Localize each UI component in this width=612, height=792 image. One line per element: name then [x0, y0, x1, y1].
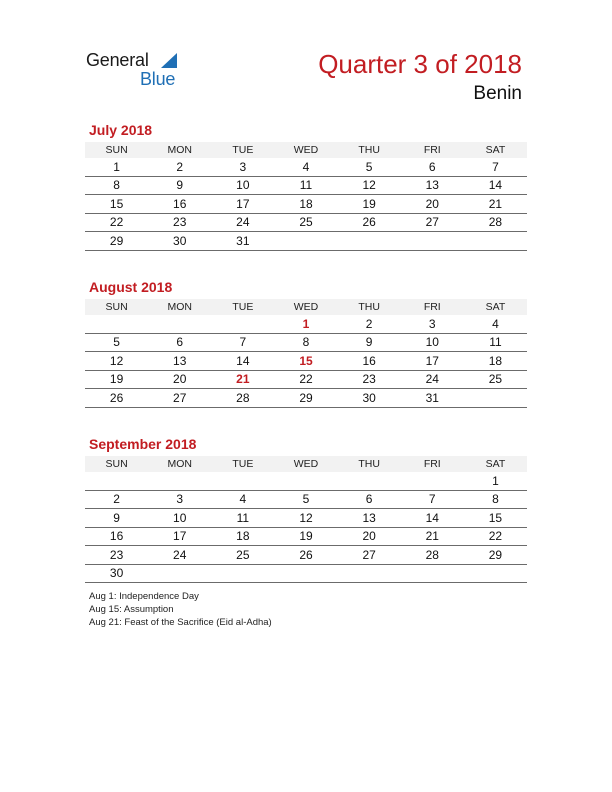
- day-cell: 12: [274, 509, 337, 528]
- day-cell: 7: [464, 158, 527, 176]
- weekday-header: FRI: [401, 142, 464, 158]
- day-cell: 11: [274, 176, 337, 195]
- day-cell: 9: [338, 333, 401, 352]
- day-cell: 18: [211, 527, 274, 546]
- page-title: Quarter 3 of 2018: [318, 49, 522, 79]
- day-cell: [464, 232, 527, 251]
- day-cell: 11: [464, 333, 527, 352]
- weekday-header: SAT: [464, 299, 527, 315]
- day-cell: 30: [338, 389, 401, 408]
- day-cell: 7: [401, 490, 464, 509]
- week-row: [85, 333, 527, 352]
- day-cell: 10: [211, 176, 274, 195]
- day-cell: [338, 472, 401, 490]
- day-cell: 19: [85, 370, 148, 389]
- month-grid: [85, 456, 527, 583]
- day-cell: 8: [85, 176, 148, 195]
- day-cell: 5: [274, 490, 337, 509]
- day-cell: 23: [338, 370, 401, 389]
- weekday-header: WED: [274, 299, 337, 315]
- day-cell: 29: [85, 232, 148, 251]
- month-grid: [85, 299, 527, 408]
- day-cell: 5: [338, 158, 401, 176]
- weekday-header: MON: [148, 456, 211, 472]
- week-row: [85, 472, 527, 490]
- day-cell: 18: [464, 352, 527, 371]
- day-cell: 6: [148, 333, 211, 352]
- day-cell: [401, 232, 464, 251]
- day-cell: 9: [85, 509, 148, 528]
- weekday-header-row: [85, 456, 527, 472]
- day-cell: 17: [148, 527, 211, 546]
- day-cell: 24: [148, 546, 211, 565]
- day-cell: 23: [148, 213, 211, 232]
- day-cell: 28: [211, 389, 274, 408]
- weekday-header: SAT: [464, 142, 527, 158]
- day-cell: 13: [401, 176, 464, 195]
- week-row: [85, 232, 527, 251]
- holiday-day-cell: 1: [274, 315, 337, 333]
- day-cell: 6: [401, 158, 464, 176]
- week-row: [85, 509, 527, 528]
- weekday-header: MON: [148, 299, 211, 315]
- day-cell: 7: [211, 333, 274, 352]
- day-cell: 14: [464, 176, 527, 195]
- week-row: [85, 564, 527, 583]
- holiday-note: Aug 21: Feast of the Sacrifice (Eid al-Adha): [89, 617, 272, 628]
- day-cell: 30: [148, 232, 211, 251]
- month-title: July 2018: [89, 122, 153, 138]
- month-calendar: [85, 435, 527, 583]
- day-cell: 19: [274, 527, 337, 546]
- day-cell: [211, 564, 274, 583]
- day-cell: 15: [464, 509, 527, 528]
- day-cell: 11: [211, 509, 274, 528]
- day-cell: 30: [85, 564, 148, 583]
- weekday-header: SUN: [85, 299, 148, 315]
- day-cell: 26: [274, 546, 337, 565]
- week-row: [85, 546, 527, 565]
- day-cell: [85, 315, 148, 333]
- day-cell: 31: [401, 389, 464, 408]
- weekday-header: SUN: [85, 142, 148, 158]
- week-row: [85, 527, 527, 546]
- day-cell: 25: [274, 213, 337, 232]
- day-cell: 4: [211, 490, 274, 509]
- day-cell: 24: [401, 370, 464, 389]
- day-cell: [148, 472, 211, 490]
- day-cell: 20: [401, 195, 464, 214]
- day-cell: 12: [85, 352, 148, 371]
- day-cell: [85, 472, 148, 490]
- day-cell: 26: [85, 389, 148, 408]
- weekday-header: TUE: [211, 142, 274, 158]
- logo-triangle-icon: [161, 53, 177, 68]
- day-cell: 24: [211, 213, 274, 232]
- day-cell: 12: [338, 176, 401, 195]
- holiday-note: Aug 1: Independence Day: [89, 591, 199, 602]
- holiday-day-cell: 21: [211, 370, 274, 389]
- day-cell: 29: [464, 546, 527, 565]
- holiday-note: Aug 15: Assumption: [89, 604, 174, 615]
- week-row: [85, 315, 527, 333]
- day-cell: [148, 564, 211, 583]
- day-cell: 13: [148, 352, 211, 371]
- weekday-header: TUE: [211, 456, 274, 472]
- day-cell: 4: [464, 315, 527, 333]
- weekday-header: WED: [274, 142, 337, 158]
- day-cell: 2: [148, 158, 211, 176]
- holiday-notes: [89, 590, 272, 629]
- day-cell: 1: [464, 472, 527, 490]
- day-cell: [464, 389, 527, 408]
- day-cell: 16: [148, 195, 211, 214]
- day-cell: [338, 232, 401, 251]
- day-cell: 3: [401, 315, 464, 333]
- country-name: Benin: [473, 83, 522, 104]
- day-cell: 28: [464, 213, 527, 232]
- day-cell: 21: [401, 527, 464, 546]
- day-cell: 23: [85, 546, 148, 565]
- week-row: [85, 389, 527, 408]
- day-cell: 16: [338, 352, 401, 371]
- day-cell: [338, 564, 401, 583]
- month-title: September 2018: [89, 436, 197, 452]
- day-cell: 28: [401, 546, 464, 565]
- day-cell: 17: [401, 352, 464, 371]
- day-cell: [211, 472, 274, 490]
- day-cell: 25: [464, 370, 527, 389]
- day-cell: 19: [338, 195, 401, 214]
- day-cell: 27: [148, 389, 211, 408]
- weekday-header-row: [85, 299, 527, 315]
- week-row: [85, 370, 527, 389]
- week-row: [85, 195, 527, 214]
- weekday-header: TUE: [211, 299, 274, 315]
- month-grid: [85, 142, 527, 251]
- day-cell: 3: [148, 490, 211, 509]
- logo-word-blue: Blue: [140, 69, 176, 89]
- week-row: [85, 352, 527, 371]
- day-cell: 20: [338, 527, 401, 546]
- day-cell: 15: [85, 195, 148, 214]
- day-cell: 26: [338, 213, 401, 232]
- day-cell: 6: [338, 490, 401, 509]
- weekday-header: SAT: [464, 456, 527, 472]
- weekday-header: FRI: [401, 299, 464, 315]
- day-cell: 3: [211, 158, 274, 176]
- day-cell: 22: [85, 213, 148, 232]
- weekday-header: SUN: [85, 456, 148, 472]
- day-cell: 8: [274, 333, 337, 352]
- month-calendar: [85, 121, 527, 251]
- month-title: August 2018: [89, 279, 173, 295]
- day-cell: 4: [274, 158, 337, 176]
- week-row: [85, 490, 527, 509]
- day-cell: 18: [274, 195, 337, 214]
- day-cell: 10: [148, 509, 211, 528]
- day-cell: 2: [85, 490, 148, 509]
- day-cell: 20: [148, 370, 211, 389]
- day-cell: [401, 472, 464, 490]
- day-cell: 1: [85, 158, 148, 176]
- day-cell: 25: [211, 546, 274, 565]
- day-cell: 22: [464, 527, 527, 546]
- day-cell: 8: [464, 490, 527, 509]
- week-row: [85, 176, 527, 195]
- day-cell: [274, 472, 337, 490]
- day-cell: 21: [464, 195, 527, 214]
- day-cell: 14: [401, 509, 464, 528]
- day-cell: 10: [401, 333, 464, 352]
- week-row: [85, 158, 527, 176]
- day-cell: 14: [211, 352, 274, 371]
- week-row: [85, 213, 527, 232]
- day-cell: 17: [211, 195, 274, 214]
- generalblue-logo: [86, 50, 196, 90]
- day-cell: [148, 315, 211, 333]
- weekday-header-row: [85, 142, 527, 158]
- day-cell: 31: [211, 232, 274, 251]
- weekday-header: FRI: [401, 456, 464, 472]
- day-cell: 27: [338, 546, 401, 565]
- day-cell: 16: [85, 527, 148, 546]
- day-cell: [211, 315, 274, 333]
- day-cell: 29: [274, 389, 337, 408]
- weekday-header: THU: [338, 142, 401, 158]
- holiday-day-cell: 15: [274, 352, 337, 371]
- day-cell: 9: [148, 176, 211, 195]
- day-cell: 27: [401, 213, 464, 232]
- weekday-header: WED: [274, 456, 337, 472]
- month-calendar: [85, 278, 527, 408]
- day-cell: 22: [274, 370, 337, 389]
- weekday-header: THU: [338, 299, 401, 315]
- weekday-header: MON: [148, 142, 211, 158]
- day-cell: 2: [338, 315, 401, 333]
- day-cell: [274, 564, 337, 583]
- day-cell: [274, 232, 337, 251]
- day-cell: 13: [338, 509, 401, 528]
- day-cell: [464, 564, 527, 583]
- logo-word-general: General: [86, 50, 149, 70]
- day-cell: [401, 564, 464, 583]
- weekday-header: THU: [338, 456, 401, 472]
- day-cell: 5: [85, 333, 148, 352]
